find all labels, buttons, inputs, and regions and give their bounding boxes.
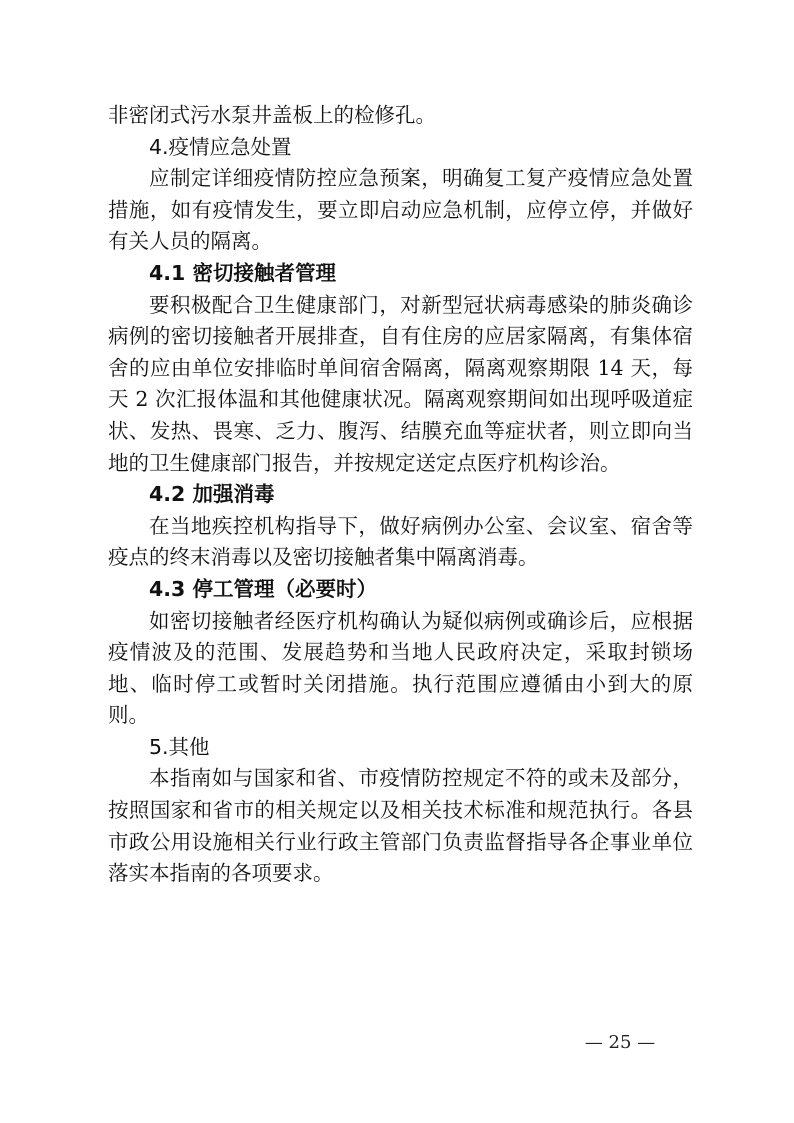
section-heading-4-2: 4.2 加强消毒 <box>149 482 275 507</box>
paragraph: 应制定详细疫情防控应急预案，明确复工复产疫情应急处置措施，如有疫情发生，要立即启动应急机制，应停立停，并做好有关人员的隔离。 <box>108 166 693 254</box>
section-heading-4-3: 4.3 停工管理（必要时） <box>149 576 377 601</box>
paragraph: 要积极配合卫生健康部门，对新型冠状病毒感染的肺炎确诊病例的密切接触者开展排查，自有住房的应居家隔离，有集体宿舍的应由单位安排临时单间宿舍隔离，隔离观察期限 14 天，每天 2 次汇报体温和其他健康状况。隔离观察期间如出现呼吸道症状、发热、畏寒、乏力、腹泻、结膜充血等症状者，则立即向当地的卫生健康部门报告，并按规定送定点医疗机构诊治。 <box>108 292 693 475</box>
paragraph: 在当地疾控机构指导下，做好病例办公室、会议室、宿舍等疫点的终末消毒以及密切接触者集中隔离消毒。 <box>108 513 693 570</box>
paragraph: 非密闭式污水泵井盖板上的检修孔。 <box>108 103 436 127</box>
paragraph: 如密切接触者经医疗机构确认为疑似病例或确诊后，应根据疫情波及的范围、发展趋势和当地人民政府决定，采取封锁场地、临时停工或暂时关闭措施。执行范围应遵循由小到大的原则。 <box>108 608 693 728</box>
section-heading-4: 4.疫情应急处置 <box>149 134 292 159</box>
section-heading-4-1: 4.1 密切接触者管理 <box>149 260 336 285</box>
paragraph: 本指南如与国家和省、市疫情防控规定不符的或未及部分，按照国家和省市的相关规定以及相关技术标准和规范执行。各县市政公用设施相关行业行政主管部门负责监督指导各企事业单位落实本指南的各项要求。 <box>108 766 693 886</box>
page-number: — 25 — <box>584 1032 656 1053</box>
document-body <box>108 100 693 890</box>
section-heading-5: 5.其他 <box>149 734 210 759</box>
